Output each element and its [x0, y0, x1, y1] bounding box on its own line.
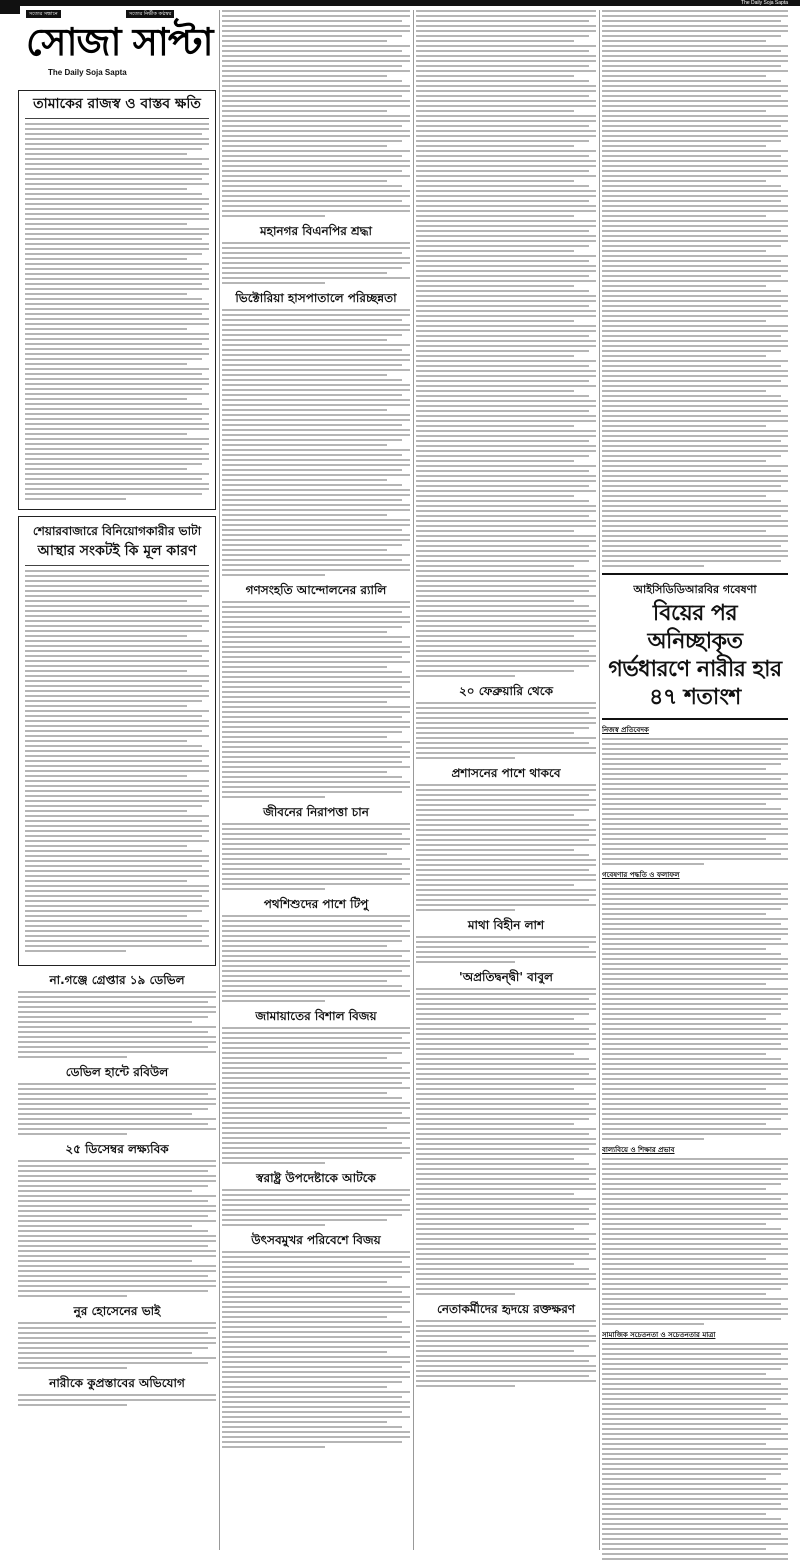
lead-headline: তামাকের রাজস্ব ও বাস্তব ক্ষতি: [33, 96, 201, 112]
brief-body-text: [222, 309, 410, 576]
column-1: [18, 10, 216, 1409]
brief-headline: পথশিশুদের পাশে টিপু: [263, 897, 369, 911]
brief-body-text: [18, 1160, 216, 1297]
section-label: সামাজিক সচেতনতা ও সচেতনতার মাত্রা: [602, 1331, 716, 1339]
section-label: নিজস্ব প্রতিবেদক: [602, 726, 649, 734]
column-divider: [219, 10, 220, 1550]
brief-body-text: [416, 936, 596, 963]
brief-headline: মহানগর বিএনপির শ্রদ্ধা: [259, 224, 373, 238]
section-label: বাল্যবিয়ে ও শিক্ষার প্রভাব: [602, 1146, 675, 1154]
masthead-tag-right: সত্যের নির্ভীক কণ্ঠস্বর: [126, 10, 174, 18]
brief-headline: নুর হোসেনের ভাই: [73, 1304, 161, 1318]
column-4: [602, 10, 788, 1560]
brief-body-text: [18, 991, 216, 1058]
brief-headline: স্বরাষ্ট্র উপদেষ্টাকে আটকে: [256, 1171, 376, 1185]
brief-headline: উৎসবমুখর পরিবেশে বিজয়: [251, 1233, 381, 1247]
masthead-subtitle: The Daily Soja Sapta: [48, 68, 127, 77]
corner-mark: [0, 0, 20, 14]
brief-headline: ২০ ফেব্রুয়ারি থেকে: [458, 684, 553, 698]
lead-body-text: [25, 123, 209, 500]
article-body-text: [416, 10, 596, 677]
brief-body-text: [416, 702, 596, 759]
brief-body-text: [416, 784, 596, 911]
brief-headline: মাথা বিহীন লাশ: [467, 918, 545, 932]
brief-body-text: [222, 1189, 410, 1226]
share-headline-1: শেয়ারবাজারে বিনিয়োগকারীর ভাটা: [32, 524, 202, 538]
feature-body-text: [602, 1158, 788, 1325]
brief-headline: গণসংহতি আন্দোলনের র‍্যালি: [245, 583, 387, 597]
column-3: [416, 10, 596, 1390]
brief-body-text: [222, 1027, 410, 1164]
brief-headline: না.গঞ্জে গ্রেপ্তার ১৯ ডেভিল: [49, 973, 185, 987]
feature-kicker: আইসিডিডিআরবির গবেষণা: [633, 583, 757, 596]
brief-headline: জীবনের নিরাপত্তা চান: [263, 805, 369, 819]
share-body-text: [25, 570, 209, 952]
column-divider: [413, 10, 414, 1550]
column-divider: [599, 10, 600, 1550]
feature-header: [602, 573, 788, 720]
brief-body-text: [222, 601, 410, 798]
article-body-text: [602, 10, 788, 567]
masthead: [18, 10, 216, 90]
brief-body-text: [222, 915, 410, 1002]
lead-article-box: [18, 90, 216, 510]
brief-headline: ভিক্টোরিয়া হাসপাতালে পরিচ্ছন্নতা: [235, 291, 397, 305]
brief-headline: নেতাকর্মীদের হৃদয়ে রক্তক্ষরণ: [436, 1302, 576, 1316]
rule: [25, 565, 209, 566]
brief-headline: 'অপ্রতিদ্বন্দ্বী' বাবুল: [459, 970, 553, 984]
masthead-tag-left: সত্যের সন্ধানে: [26, 10, 61, 18]
feature-title-line-3: ৪৭ শতাংশ: [649, 685, 741, 710]
brief-body-text: [18, 1083, 216, 1135]
feature-title-line-2: গর্ভধারণে নারীর হার: [608, 657, 782, 682]
brief-headline: ২৫ ডিসেম্বর লক্ষ্যবিক: [65, 1142, 169, 1156]
brief-body-text: [416, 988, 596, 1295]
brief-body-text: [222, 823, 410, 890]
share-article-box: [18, 516, 216, 966]
brief-body-text: [416, 1320, 596, 1387]
brief-body-text: [18, 1322, 216, 1369]
rule: [25, 118, 209, 119]
brief-headline: ডেভিল হান্টে রবিউল: [65, 1065, 169, 1079]
top-bar: [0, 0, 800, 6]
column-2: [222, 10, 410, 1451]
brief-body-text: [222, 242, 410, 284]
brief-body-text: [222, 1251, 410, 1448]
feature-title-line-1: বিয়ের পর অনিচ্ছাকৃত: [647, 601, 743, 654]
feature-body-text: [602, 738, 788, 865]
brief-body-text: [18, 1394, 216, 1406]
share-headline-2: আস্থার সংকটই কি মূল কারণ: [37, 543, 197, 559]
brief-headline: নারীকে কুপ্রস্তাবের অভিযোগ: [49, 1376, 185, 1390]
brief-headline: প্রশাসনের পাশে থাকবে: [451, 766, 561, 780]
feature-body-text: [602, 1343, 788, 1560]
article-body-text: [222, 10, 410, 217]
top-bar-brand: The Daily Soja Sapta: [741, 0, 788, 6]
feature-body-text: [602, 883, 788, 1140]
masthead-title: সোজা সাপ্টা: [26, 20, 213, 64]
section-label: গবেষণার পদ্ধতি ও ফলাফল: [602, 871, 680, 879]
brief-headline: জামায়াতের বিশাল বিজয়: [255, 1009, 377, 1023]
